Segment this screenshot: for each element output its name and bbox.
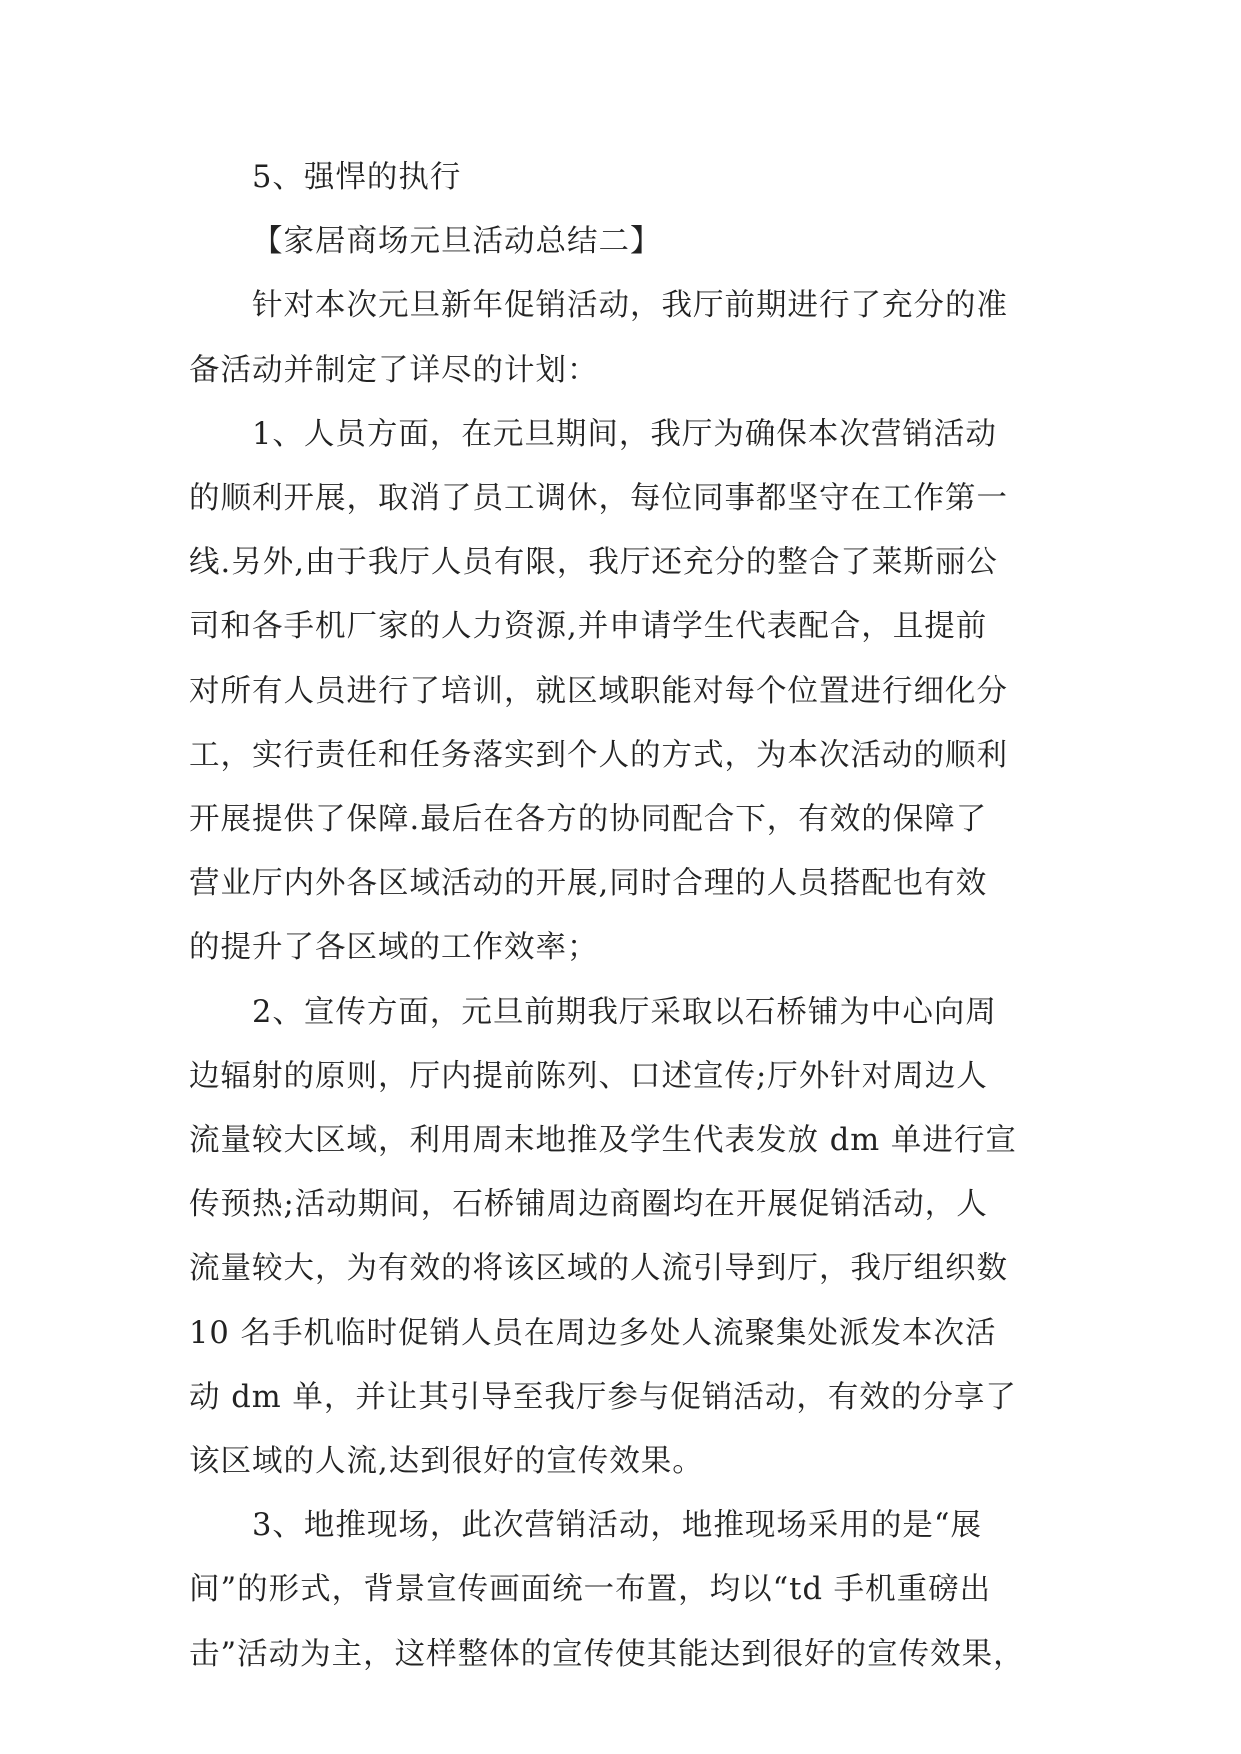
- summary-title: 【家居商场元旦活动总结二】: [252, 224, 662, 260]
- text-line: 针对本次元旦新年促销活动，我厅前期进行了充分的准: [252, 288, 1008, 324]
- text-line: 营业厅内外各区域活动的开展,同时合理的人员搭配也有效: [189, 866, 988, 902]
- text-line: 3、地推现场，此次营销活动，地推现场采用的是“展: [252, 1508, 982, 1544]
- text-line: 工，实行责任和任务落实到个人的方式，为本次活动的顺利: [189, 737, 1008, 773]
- section-heading: 5、强悍的执行: [252, 160, 462, 195]
- text-line: 流量较大，为有效的将该区域的人流引导到厅，我厅组织数: [189, 1251, 1008, 1287]
- text-line: 10 名手机临时促销人员在周边多处人流聚集处派发本次活: [189, 1315, 997, 1351]
- text-line: 开展提供了保障.最后在各方的协同配合下，有效的保障了: [189, 802, 988, 837]
- text-line: 的顺利开展，取消了员工调休，每位同事都坚守在工作第一: [189, 481, 1008, 516]
- text-line: 2、宣传方面，元旦前期我厅采取以石桥铺为中心向周: [252, 994, 997, 1030]
- text-line: 传预热;活动期间，石桥铺周边商圈均在开展促销活动，人: [189, 1187, 988, 1223]
- text-line: 线.另外,由于我厅人员有限，我厅还充分的整合了莱斯丽公: [189, 545, 998, 581]
- text-line: 1、人员方面，在元旦期间，我厅为确保本次营销活动: [252, 416, 997, 452]
- text-line: 动 dm 单，并让其引导至我厅参与促销活动，有效的分享了: [189, 1379, 1017, 1415]
- text-line: 该区域的人流,达到很好的宣传效果。: [189, 1444, 704, 1479]
- text-line: 流量较大区域，利用周末地推及学生代表发放 dm 单进行宣: [189, 1123, 1017, 1158]
- text-line: 击”活动为主，这样整体的宣传使其能达到很好的宣传效果，: [189, 1636, 1025, 1672]
- text-line: 间”的形式，背景宣传画面统一布置，均以“td 手机重磅出: [189, 1572, 992, 1608]
- text-line: 备活动并制定了详尽的计划：: [189, 352, 599, 388]
- text-line: 司和各手机厂家的人力资源,并申请学生代表配合，且提前: [189, 609, 988, 645]
- text-line: 的提升了各区域的工作效率；: [189, 930, 599, 966]
- text-line: 对所有人员进行了培训，就区域职能对每个位置进行细化分: [189, 673, 1008, 709]
- text-line: 边辐射的原则，厅内提前陈列、口述宣传;厅外针对周边人: [189, 1058, 988, 1094]
